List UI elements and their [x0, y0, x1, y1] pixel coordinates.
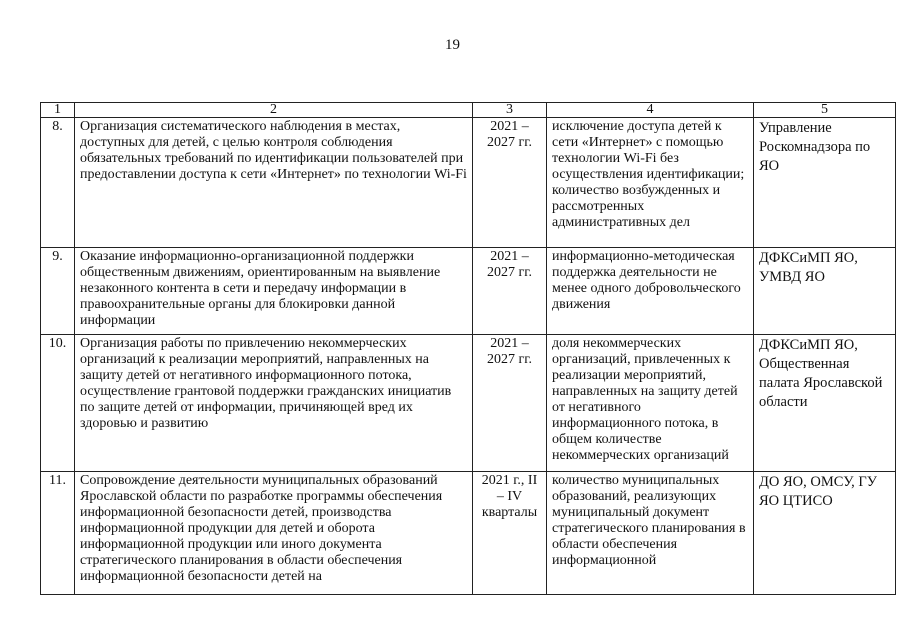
measure-cell: Оказание информационно-организационной поддержки общественным движениям, ориентированным на выявление незаконного контента в сети и передачу информации в правоохранительные органы для блокировки данной информации — [75, 248, 473, 335]
indicator-cell: информационно-методическая поддержка деятельности не менее одного добровольческого движения — [547, 248, 754, 335]
table-row — [41, 248, 896, 335]
period-cell: 2021 г., II – IV кварталы — [473, 472, 547, 595]
indicator-cell: доля некоммерческих организаций, привлеченных к реализации мероприятий, направленных на защиту детей от негативного информационного потока, в общем количестве некоммерческих организаций — [547, 335, 754, 472]
responsible-cell: Управление Роскомнадзора по ЯО — [754, 118, 896, 248]
table-row — [41, 118, 896, 248]
column-header: 2 — [75, 103, 473, 118]
row-number: 11. — [41, 472, 75, 595]
period-cell: 2021 – 2027 гг. — [473, 335, 547, 472]
page-number: 19 — [445, 37, 460, 53]
period-cell: 2021 – 2027 гг. — [473, 118, 547, 248]
measure-cell: Организация систематического наблюдения в местах, доступных для детей, с целью контроля соблюдения обязательных требований по идентификации пользователей при предоставлении доступа к сети «Интернет» по технологии Wi-Fi — [75, 118, 473, 248]
row-number: 10. — [41, 335, 75, 472]
measures-table — [40, 102, 896, 595]
indicator-cell: количество муниципальных образований, реализующих муниципальный документ стратегического планирования в области обеспечения информационной — [547, 472, 754, 595]
column-header: 3 — [473, 103, 547, 118]
column-header: 1 — [41, 103, 75, 118]
row-number: 9. — [41, 248, 75, 335]
column-header: 5 — [754, 103, 896, 118]
responsible-cell: ДО ЯО, ОМСУ, ГУ ЯО ЦТИСО — [754, 472, 896, 595]
responsible-cell: ДФКСиМП ЯО, УМВД ЯО — [754, 248, 896, 335]
responsible-cell: ДФКСиМП ЯО, Общественная палата Ярославской области — [754, 335, 896, 472]
measure-cell: Сопровождение деятельности муниципальных образований Ярославской области по разработке программы обеспечения информационной безопасности детей, производства информационной продукции для детей и оборота информационной продукции или иного документа стратегического планирования в области обеспечения информационной безопасности детей на — [75, 472, 473, 595]
table-row — [41, 472, 896, 595]
row-number: 8. — [41, 118, 75, 248]
table-header-row — [41, 103, 896, 118]
period-cell: 2021 – 2027 гг. — [473, 248, 547, 335]
column-header: 4 — [547, 103, 754, 118]
indicator-cell: исключение доступа детей к сети «Интернет» с помощью технологии Wi-Fi без осуществления идентификации; количество возбужденных и рассмотренных административных дел — [547, 118, 754, 248]
table-row — [41, 335, 896, 472]
measure-cell: Организация работы по привлечению некоммерческих организаций к реализации мероприятий, направленных на защиту детей от негативного информационного потока, осуществление грантовой поддержки гражданских инициатив по защите детей от информации, причиняющей вред их здоровью и развитию — [75, 335, 473, 472]
